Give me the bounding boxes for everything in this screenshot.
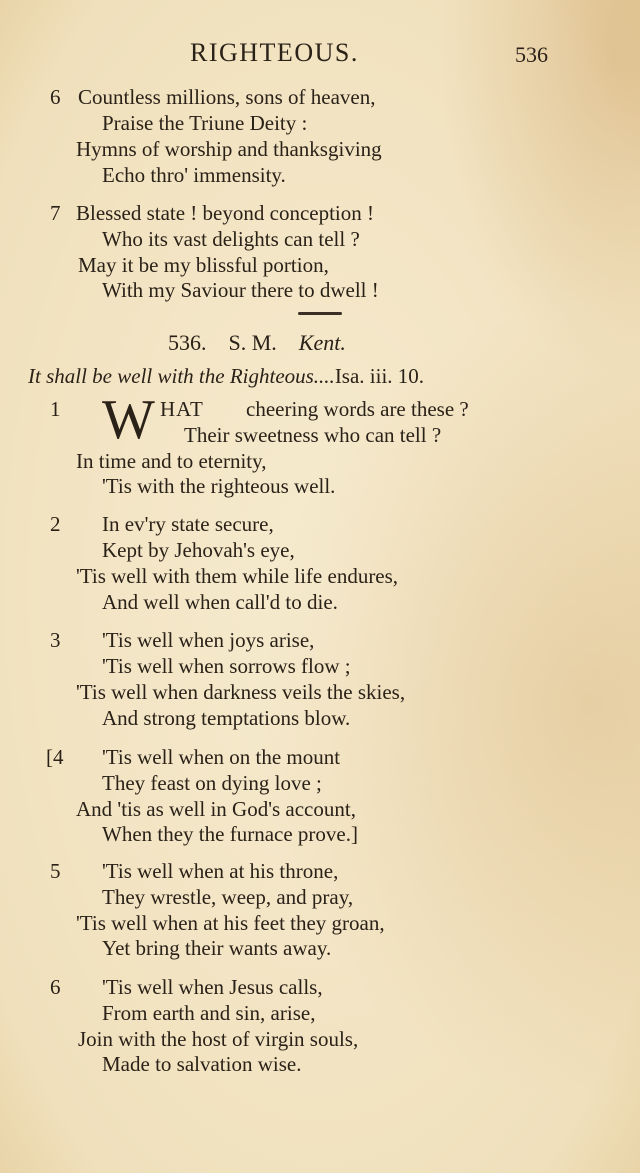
verse-line: May it be my blissful portion, [78,253,329,277]
verse-line: Yet bring their wants away. [102,936,332,960]
first-word-caps: HAT [160,397,204,421]
hymn-tune: Kent. [298,330,346,355]
stanza-number: [4 [46,745,64,769]
verse-line: And 'tis as well in God's account, [76,797,356,821]
stanza-number: 3 [50,628,61,652]
verse-line: In ev'ry state secure, [102,512,274,536]
hymn-epigraph [28,364,424,389]
drop-cap: W [102,389,155,451]
hymn-heading [168,330,346,356]
verse-line: Blessed state ! beyond conception ! [76,201,374,225]
running-head: RIGHTEOUS. [190,38,359,67]
verse-line: They feast on dying love ; [102,771,322,795]
verse-line: 'Tis well with them while life endures, [76,564,399,588]
verse-line: And well when call'd to die. [102,590,338,614]
stanza-number: 7 [50,201,61,225]
verse-line: cheering words are these ? [246,397,469,421]
stanza-number: 2 [50,512,61,536]
verse-line: In time and to eternity, [76,449,267,473]
verse-line: 'Tis well when on the mount [102,745,341,769]
verse-line: Join with the host of virgin souls, [78,1027,359,1051]
verse-line: 'Tis well when at his feet they groan, [76,911,385,935]
verse-line: Countless millions, sons of heaven, [78,85,376,109]
hymn-number: 536. [168,330,207,355]
stanza-number: 1 [50,397,61,421]
verse-line: With my Saviour there to dwell ! [102,278,379,302]
verse-line: Who its vast delights can tell ? [102,227,360,251]
verse-line: They wrestle, weep, and pray, [102,885,354,909]
verse-line: 'Tis well when darkness veils the skies, [76,680,406,704]
verse-line: 'Tis with the righteous well. [102,474,336,498]
section-divider [298,312,342,315]
page-number: 536 [515,42,548,67]
epigraph-reference: Isa. iii. 10. [334,364,425,388]
verse-line: Hymns of worship and thanksgiving [76,137,382,161]
verse-line: Kept by Jehovah's eye, [102,538,295,562]
verse-line: Made to salvation wise. [102,1052,302,1076]
hymn-meter: S. M. [228,330,277,355]
verse-line: 'Tis well when sorrows flow ; [102,654,351,678]
verse-line: Their sweetness who can tell ? [184,423,442,447]
stanza-number: 5 [50,859,61,883]
verse-line: 'Tis well when at his throne, [102,859,339,883]
verse-line: Praise the Triune Deity : [102,111,308,135]
stanza-number: 6 [50,975,61,999]
verse-line: And strong temptations blow. [102,706,351,730]
stanza-number: 6 [50,85,61,109]
verse-line: From earth and sin, arise, [102,1001,316,1025]
verse-line: When they the furnace prove.] [102,822,358,846]
verse-line: 'Tis well when Jesus calls, [102,975,323,999]
verse-line: Echo thro' immensity. [102,163,286,187]
verse-line: 'Tis well when joys arise, [102,628,315,652]
epigraph-text: It shall be well with the Righteous.... [28,364,335,388]
page-header [0,38,640,74]
